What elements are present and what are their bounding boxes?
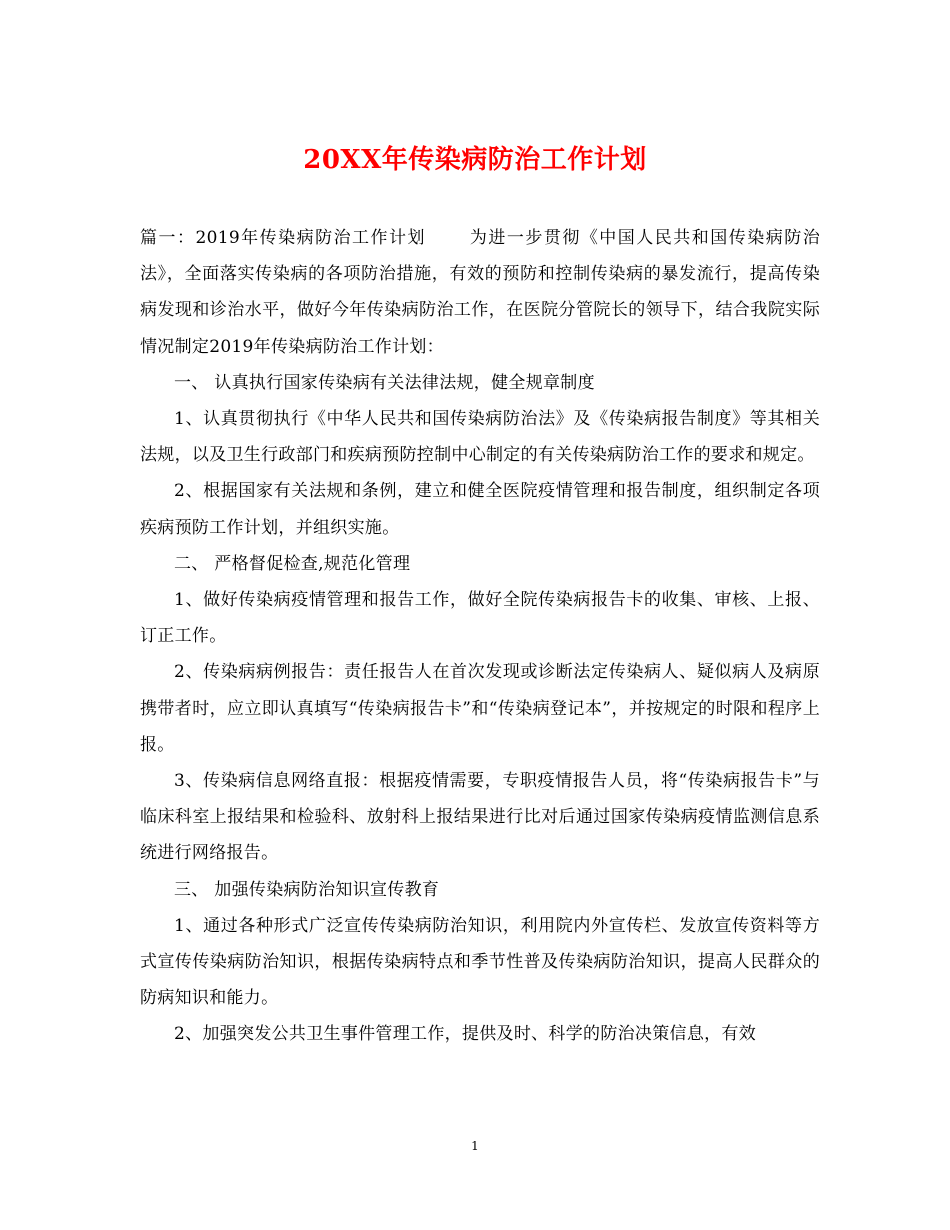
paragraph: 2、传染病病例报告：责任报告人在首次发现或诊断法定传染病人、疑似病人及病原携带者时，应立即认真填写“传染病报告卡”和“传染病登记本”，并按规定的时限和程序上报。 (140, 662, 820, 755)
page-number: 1 (471, 1139, 479, 1153)
document-title: 20XX年传染病防治工作计划 (303, 145, 647, 175)
section-heading-2: 二、 严格督促检查,规范化管理 (174, 553, 411, 574)
section-heading-1: 一、 认真执行国家传染病有关法律法规，健全规章制度 (174, 372, 595, 393)
paragraph: 3、传染病信息网络直报：根据疫情需要，专职疫情报告人员，将“传染病报告卡”与临床科室上报结果和检验科、放射科上报结果进行比对后通过国家传染病疫情监测信息系统进行网络报告。 (140, 771, 820, 864)
document-body (140, 220, 820, 1053)
paragraph: 1、做好传染病疫情管理和报告工作，做好全院传染病报告卡的收集、审核、上报、订正工作。 (140, 590, 820, 647)
paragraph: 1、认真贯彻执行《中华人民共和国传染病防治法》及《传染病报告制度》等其相关法规，以及卫生行政部门和疾病预防控制中心制定的有关传染病防治工作的要求和规定。 (140, 409, 820, 466)
paragraph: 2、加强突发公共卫生事件管理工作，提供及时、科学的防治决策信息，有效 (174, 1024, 757, 1045)
paragraph: 1、通过各种形式广泛宣传传染病防治知识，利用院内外宣传栏、发放宣传资料等方式宣传传染病防治知识，根据传染病特点和季节性普及传染病防治知识，提高人民群众的防病知识和能力。 (140, 915, 820, 1009)
section-heading-3: 三、 加强传染病防治知识宣传教育 (174, 879, 440, 900)
paragraph-intro: 篇一：2019年传染病防治工作计划 为进一步贯彻《中国人民共和国传染病防治法》，全面落实传染病的各项防治措施，有效的预防和控制传染病的暴发流行，提高传染病发现和诊治水平，做好今年传染病防治工作，在医院分管院长的领导下，结合我院实际情况制定2019年传染病防治工作计划： (140, 228, 820, 357)
paragraph: 2、根据国家有关法规和条例，建立和健全医院疫情管理和报告制度，组织制定各项疾病预防工作计划，并组织实施。 (140, 481, 820, 538)
